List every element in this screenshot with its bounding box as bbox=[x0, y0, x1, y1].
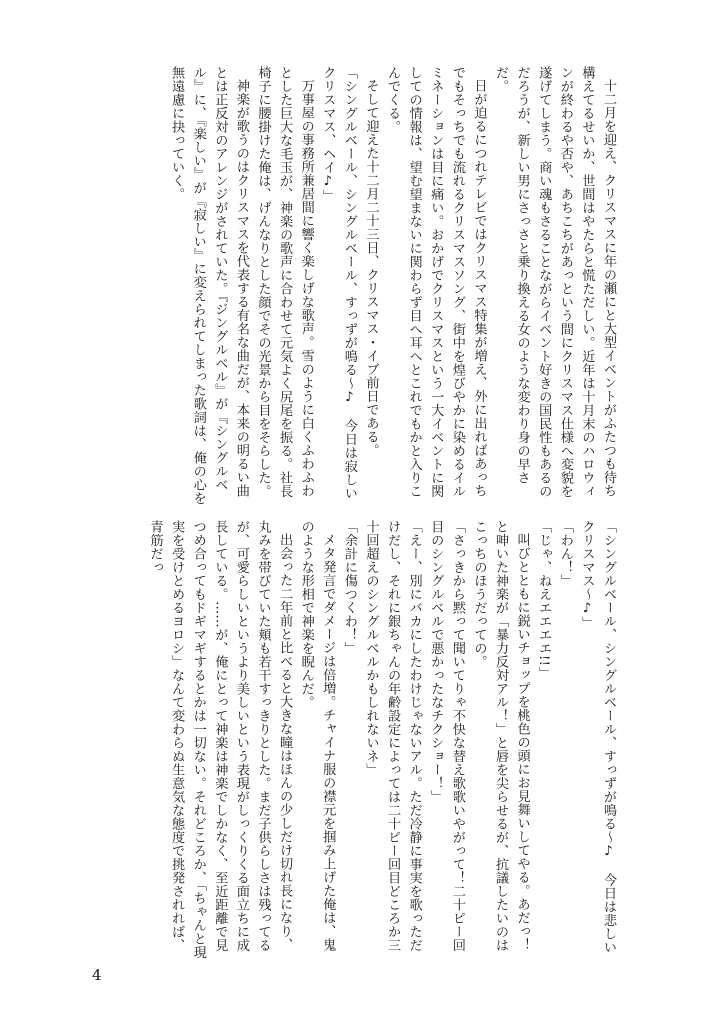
dialog-line: 「さっきから黙って聞いてりゃ不快な替え歌歌いやがって！二十ピー回目のシングルベルで悪かったなチクショー！」 bbox=[428, 520, 465, 952]
dialog-line: 「じゃ、ねえエエエエ!!」 bbox=[536, 520, 552, 680]
paragraph: 叫びとともに鋭いチョップを桃色の頭にお見舞いしてやる。あだっ！と呻いた神楽が「暴力反対アル！」と唇を尖らせるが、抗議したいのはこっちのほうだっての。 bbox=[471, 520, 530, 952]
text-block-top bbox=[79, 66, 619, 506]
dialog-line: 「シングルベール、シングルベール、すっずが鳴る〜♪ 今日は悲しいクリスマス〜♪」 bbox=[579, 520, 616, 954]
dialog-line: 「わん！」 bbox=[557, 520, 573, 588]
dialog-line: 「シングルベール、シングルベール、すっずが鳴る〜♪ 今日は寂しいクリスマス、ヘイ♪」 bbox=[320, 66, 357, 500]
paragraph: 神楽が歌うのはクリスマスを代表する有名な曲だが、本来の明るい曲とは正反対のアレンジがされていた。『ジングルベル』が『シングルベル』に、『楽しい』が『寂しい』に変えられてしまった歌詞は、俺の心を無遠慮に抉っていく。 bbox=[169, 66, 249, 505]
paragraph: 万事屋の事務所兼居間に響く楽しげな歌声。雪のように白くふわふわとした巨大な毛玉が、神楽の歌声に合わせて元気よく尻尾を振る。社長椅子に腰掛けた俺は、げんなりとした顔でその光景から目をそらした。 bbox=[255, 66, 314, 498]
paragraph: 十二月を迎え、クリスマスに年の瀬にと大型イベントがふたつも待ち構えてるせいか、世間はやたらと慌ただしい。近年は十月末のハロウィンが終わるや否や、あちこちがあっという間にクリスマス仕様へ変貌を遂げてしまう。商い魂もさることながらイベント好きの国民性もあるのだろうが、新しい男にさっさと乗り換える女のような変わり身の早さだ。 bbox=[493, 66, 616, 498]
dialog-line: 「余計に傷つくわ！」 bbox=[341, 520, 357, 655]
text-block-bottom bbox=[79, 520, 619, 960]
dialog-line: 「えー、別にバカにしたわけじゃないアル。ただ冷静に事実を歌っただけだし、それに銀ちゃんの年齢設定によっては二十ピー回目どころか三十回超えのシングルベルかもしれないネ」 bbox=[363, 520, 422, 952]
paragraph: メタ発言でダメージは倍増。チャイナ服の襟元を掴み上げた俺は、鬼のような形相で神楽を睨んだ。 bbox=[298, 520, 336, 952]
paragraph: 日が迫るにつれテレビではクリスマス特集が増え、外に出ればあっちでもそっちでも流れるクリスマスソング、街中を煌びやかに染めるイルミネーションは目に痛い。おかげでクリスマスという一大イベントに関しての情報は、望む望まないに関わらず目へ耳へとこれでもかと入りこんでくる。 bbox=[385, 66, 487, 498]
paragraph: 出会った二年前と比べると大きな瞳はほんの少しだけ切れ長になり、丸みを帯びていた頬も若干すっきりとした。まだ子供らしさは残ってるが、可愛らしいというより美しいという表現がしっくりくる面立ちに成長している。……が、俺にとって神楽は神楽でしかなく、至近距離で見つめ合ってもドギマギするとかは一切ない。それどころか、「ちゃんと現実を受けとめるヨロシ」なんて変わらぬ生意気な態度で挑発されれば、青筋だっ bbox=[147, 520, 293, 959]
page-number: 4 bbox=[92, 966, 102, 984]
paragraph: そして迎えた十二月二十三日、クリスマス・イブ前日である。 bbox=[363, 79, 379, 458]
